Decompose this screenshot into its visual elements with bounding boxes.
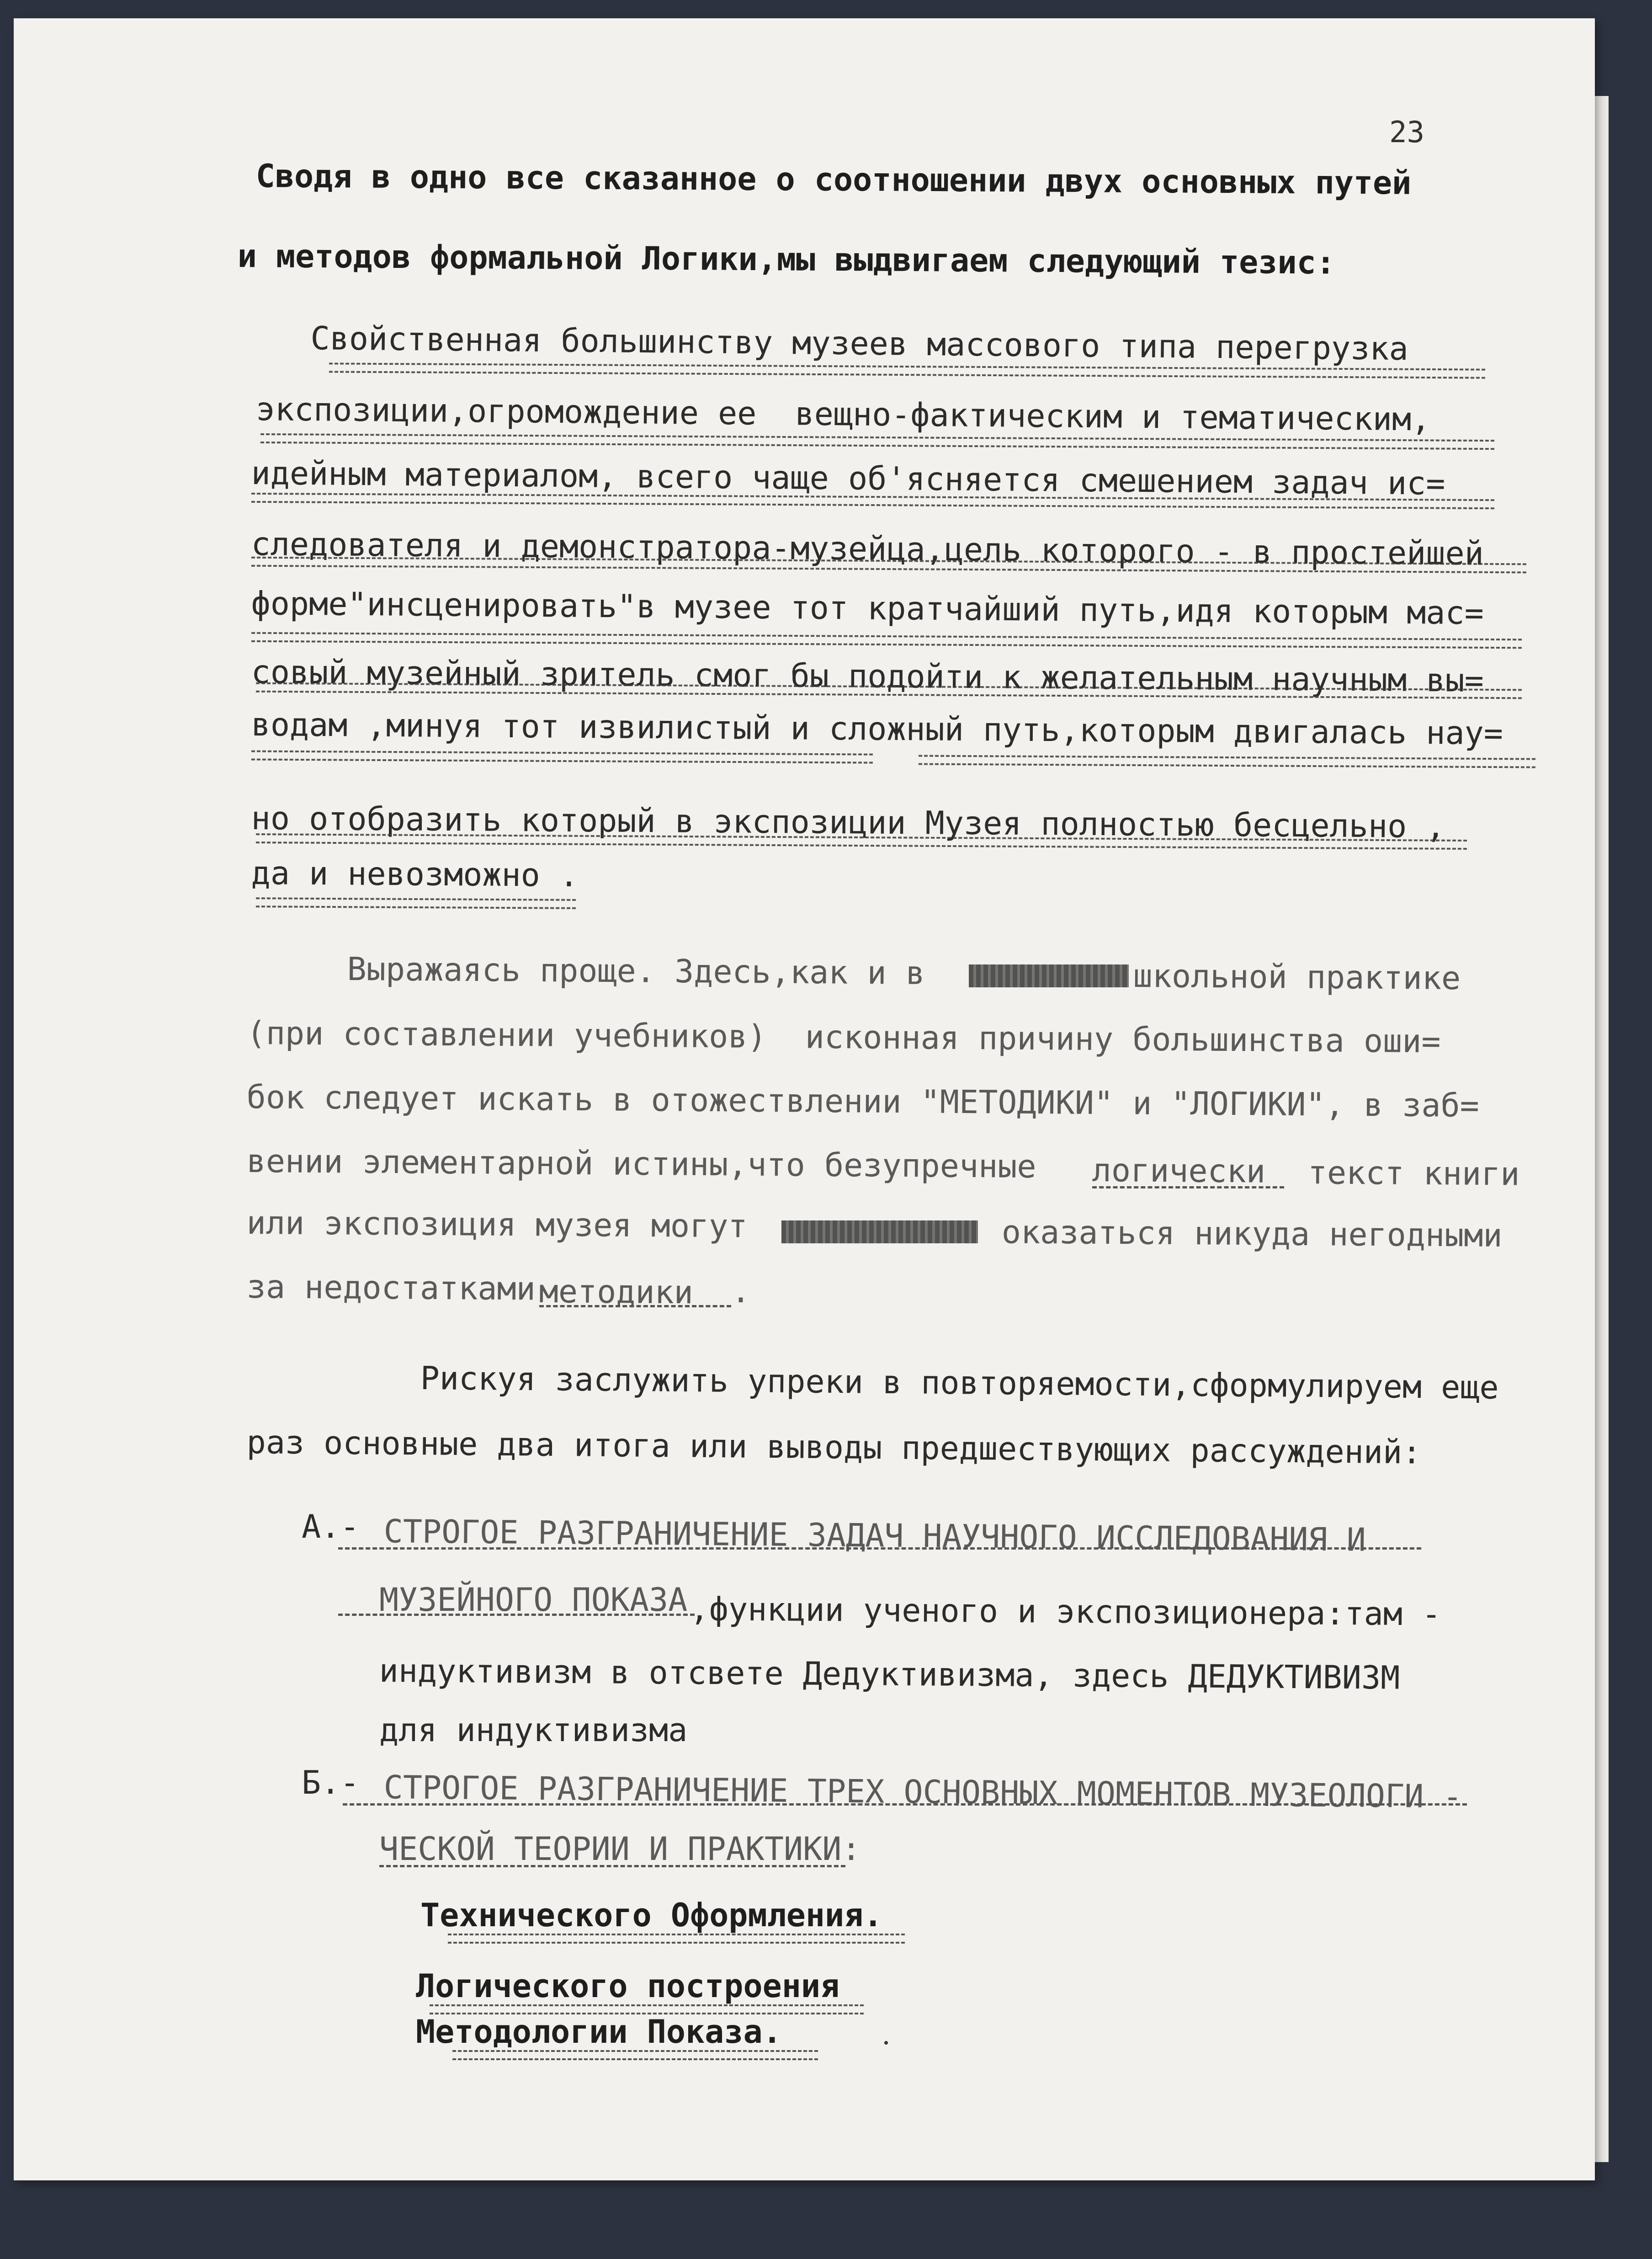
double-underline bbox=[452, 2050, 818, 2060]
thesis-line-6: совый музейный зритель смог бы подойти к желательным научным вы= bbox=[251, 653, 1484, 699]
point-a-marker: А.- bbox=[302, 1508, 360, 1545]
intro-line-2: и методов формальной Логики,мы выдвигаем следующий тезис: bbox=[237, 237, 1336, 282]
thesis-line-9: да и невозможно . bbox=[251, 854, 579, 894]
para2-line-6-underlined: методики bbox=[539, 1273, 694, 1311]
underline bbox=[343, 1803, 1467, 1806]
double-underline bbox=[448, 1934, 905, 1944]
point-a-line-3: индуктивизм в отсвете Дедуктивизма, здесь ДЕДУКТИВИЗМ bbox=[379, 1652, 1400, 1697]
moment-item-3: Методологии Показа. bbox=[416, 2013, 782, 2051]
intro-line-1: Сводя в одно все сказанное о соотношении двух основных путей bbox=[255, 157, 1412, 202]
underline bbox=[338, 1614, 695, 1616]
underline bbox=[1092, 1186, 1284, 1188]
double-underline bbox=[251, 750, 873, 763]
underline bbox=[539, 1305, 731, 1307]
moment-item-2: Логического построения bbox=[416, 1967, 840, 2005]
point-a-heading-1: СТРОГОЕ РАЗГРАНИЧЕНИЕ ЗАДАЧ НАУЧНОГО ИССЛЕДОВАНИЯ И bbox=[383, 1513, 1366, 1559]
para2-line-4a: вении элементарной истины,что безупречные bbox=[246, 1142, 1056, 1186]
moment-item-1: Технического Оформления. bbox=[420, 1897, 883, 1934]
double-underline bbox=[256, 897, 576, 909]
point-a-line-2b: ,функции ученого и экспозиционера:там - bbox=[690, 1590, 1441, 1633]
double-underline bbox=[919, 755, 1535, 768]
thesis-line-2: экспозиции,огромождение ее вещно-фактическим и тематическим, bbox=[255, 390, 1431, 438]
para2-line-5a: или экспозиция музея могут bbox=[246, 1204, 748, 1245]
para2-line-3: бок следует искать в отожествлении "МЕТОДИКИ" и "ЛОГИКИ", в заб= bbox=[246, 1078, 1480, 1124]
thesis-line-8: но отобразить который в экспозиции Музея полностью бесцельно , bbox=[251, 799, 1445, 846]
para2-line-6a: за недостатками bbox=[246, 1268, 555, 1308]
point-b-heading-2: ЧЕСКОЙ ТЕОРИИ И ПРАКТИКИ: bbox=[379, 1830, 861, 1868]
point-b-marker: Б.- bbox=[302, 1764, 360, 1801]
point-a-line-4: для индуктивизма bbox=[379, 1711, 688, 1749]
thesis-line-7: водам ,минуя тот извилистый и сложный путь,которым двигалась нау= bbox=[251, 706, 1503, 752]
point-a-heading-2: МУЗЕЙНОГО ПОКАЗА bbox=[379, 1581, 688, 1619]
thesis-line-3: идейным материалом, всего чаще об'ясняется смешением задач ис= bbox=[251, 454, 1445, 502]
page-number: 23 bbox=[1389, 116, 1425, 149]
para2-line-2: (при составлении учебников) исконная причину большинства оши= bbox=[246, 1014, 1441, 1060]
struck-out-text bbox=[781, 1220, 978, 1243]
para3-line-2: раз основные два итога или выводы предшествующих рассуждений: bbox=[246, 1423, 1422, 1471]
underline bbox=[379, 1865, 845, 1867]
para2-line-4-underlined: логически bbox=[1092, 1151, 1266, 1190]
para2-line-4b: текст книги bbox=[1288, 1154, 1520, 1193]
para2-line-5b: оказаться никуда негодными bbox=[982, 1213, 1503, 1254]
thesis-line-5: форме"инсценировать"в музее тот кратчайший путь,идя которым мас= bbox=[251, 585, 1484, 632]
point-b-heading-1: СТРОГОЕ РАЗГРАНИЧЕНИЕ ТРЕХ ОСНОВНЫХ МОМЕНТОВ МУЗЕОЛОГИ - bbox=[383, 1769, 1462, 1816]
para2-line-1a: Выражаясь проще. Здесь,как и в bbox=[347, 950, 945, 992]
typewritten-page bbox=[14, 18, 1595, 2180]
ink-dot bbox=[884, 2041, 888, 2045]
underline bbox=[338, 1547, 1421, 1550]
struck-out-text bbox=[969, 964, 1129, 987]
thesis-line-4: следователя и демонстратора-музейца,цель которого - в простейшей bbox=[251, 525, 1484, 573]
double-underline bbox=[251, 632, 1522, 649]
para2-line-6b: . bbox=[731, 1273, 751, 1310]
thesis-line-1: Свойственная большинству музеев массового типа перегрузка bbox=[310, 320, 1409, 368]
para2-line-1b: школьной практике bbox=[1133, 957, 1461, 997]
para3-line-1: Рискуя заслужить упреки в повторяемости,сформулируем еще bbox=[420, 1359, 1499, 1407]
